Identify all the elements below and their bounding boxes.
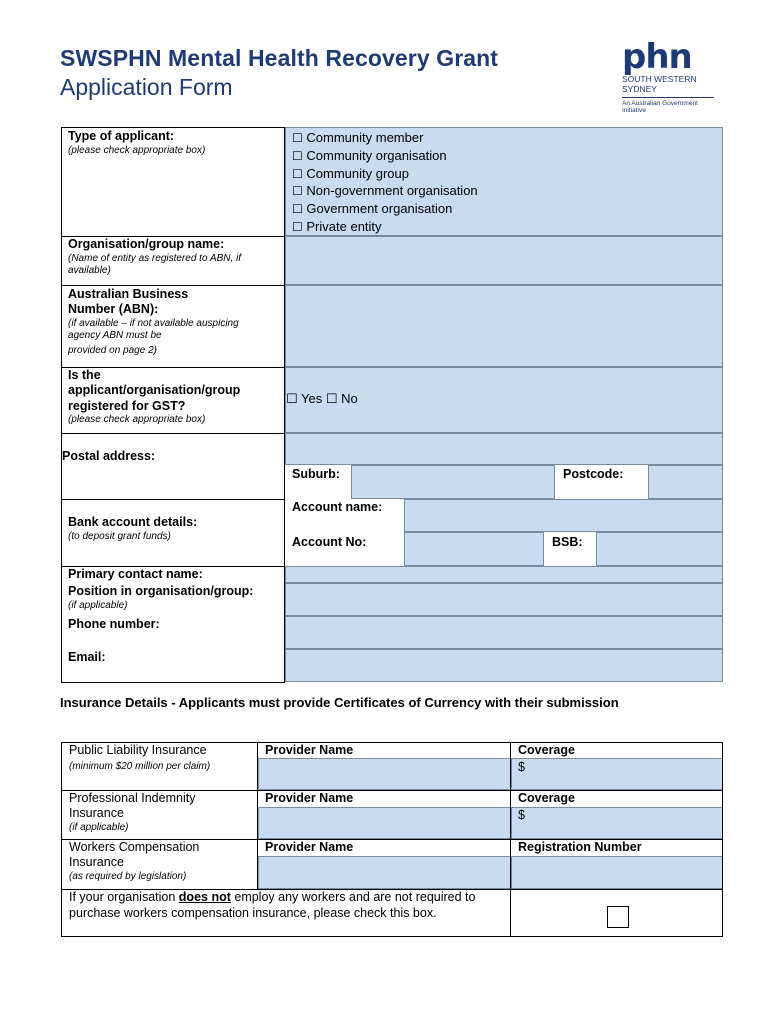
checkbox-icon[interactable]: ☐ bbox=[292, 220, 303, 234]
account-no-input[interactable] bbox=[404, 532, 544, 566]
form-title: SWSPHN Mental Health Recovery Grant bbox=[60, 45, 499, 71]
logo-region-line2: SYDNEY bbox=[622, 84, 657, 94]
account-name-label: Account name: bbox=[292, 500, 383, 514]
table-left-border bbox=[61, 127, 62, 499]
option-label: Private entity bbox=[306, 219, 382, 234]
gst-label-line3: registered for GST? bbox=[68, 399, 186, 413]
applicant-type-hint: (please check appropriate box) bbox=[68, 145, 206, 156]
ins-col-divider bbox=[257, 742, 258, 889]
table-top-border bbox=[61, 127, 285, 128]
table-left-border-lower bbox=[61, 499, 62, 682]
bank-details-label: Bank account details: bbox=[68, 515, 198, 529]
postcode-label: Postcode: bbox=[563, 467, 624, 481]
suburb-label: Suburb: bbox=[292, 467, 340, 481]
checkbox-icon[interactable]: ☐ bbox=[292, 131, 303, 145]
pl-label: Public Liability Insurance bbox=[69, 743, 207, 757]
pl-hint: (minimum $20 million per claim) bbox=[69, 761, 211, 772]
abn-hint-line2: agency ABN must be bbox=[68, 330, 162, 341]
applicant-type-option[interactable] bbox=[292, 200, 452, 219]
row-divider bbox=[61, 285, 285, 286]
bsb-label: BSB: bbox=[552, 535, 583, 549]
applicant-type-option[interactable] bbox=[292, 218, 382, 237]
pl-currency: $ bbox=[518, 760, 525, 774]
wc-provider-label: Provider Name bbox=[265, 840, 354, 854]
position-label: Position in organisation/group: bbox=[68, 584, 254, 598]
ins-col-divider bbox=[510, 742, 511, 936]
wc-registration-label: Registration Number bbox=[518, 840, 642, 854]
wc-label-line1: Workers Compensation bbox=[69, 840, 200, 854]
gst-label-line1: Is the bbox=[68, 368, 101, 382]
table-column-divider bbox=[284, 127, 285, 682]
row-divider bbox=[61, 433, 285, 434]
logo-tagline: An Australian Government Initiative bbox=[622, 100, 698, 114]
pi-coverage-label: Coverage bbox=[518, 791, 575, 805]
ins-left-border bbox=[61, 742, 62, 936]
suburb-input[interactable] bbox=[351, 465, 555, 499]
abn-label-line2: Number (ABN): bbox=[68, 302, 159, 316]
row-divider bbox=[61, 682, 285, 683]
option-label: Community member bbox=[306, 130, 424, 145]
option-label: Non-government organisation bbox=[306, 183, 478, 198]
gst-hint: (please check appropriate box) bbox=[68, 414, 206, 425]
abn-label-line1: Australian Business bbox=[68, 287, 189, 301]
pl-provider-label: Provider Name bbox=[265, 743, 354, 757]
logo-brand: phn bbox=[622, 37, 692, 77]
applicant-type-label: Type of applicant: bbox=[68, 129, 175, 143]
option-label: Community organisation bbox=[306, 148, 447, 163]
postal-address-label: Postal address: bbox=[62, 449, 156, 463]
primary-contact-input[interactable] bbox=[285, 566, 723, 583]
abn-hint-line3: provided on page 2) bbox=[68, 345, 157, 356]
phn-logo bbox=[622, 37, 722, 114]
checkbox-icon[interactable]: ☐ bbox=[292, 202, 303, 216]
wc-hint: (as required by legislation) bbox=[69, 871, 187, 882]
option-label: Government organisation bbox=[306, 201, 453, 216]
pl-coverage-input[interactable] bbox=[511, 758, 723, 790]
phone-label: Phone number: bbox=[68, 617, 160, 631]
applicant-type-option[interactable] bbox=[292, 165, 409, 184]
pi-label-line1: Professional Indemnity bbox=[69, 791, 196, 805]
ins-table-bottom bbox=[61, 936, 723, 937]
checkbox-icon[interactable]: ☐ bbox=[292, 184, 303, 198]
pi-hint: (if applicable) bbox=[69, 822, 129, 833]
applicant-type-option[interactable] bbox=[292, 129, 423, 148]
pi-provider-input[interactable] bbox=[258, 807, 511, 839]
checkbox-icon[interactable]: ☐ bbox=[292, 149, 303, 163]
wc-provider-input[interactable] bbox=[258, 856, 511, 889]
org-name-label: Organisation/group name: bbox=[68, 237, 225, 251]
email-label: Email: bbox=[68, 650, 106, 664]
abn-hint-line1: (if available – if not available auspicing bbox=[68, 318, 239, 329]
wc-label-line2: Insurance bbox=[69, 855, 124, 869]
position-hint: (if applicable) bbox=[68, 600, 128, 611]
logo-divider bbox=[622, 97, 714, 98]
wc-registration-input[interactable] bbox=[511, 856, 723, 889]
no-workers-emphasis: does not bbox=[178, 890, 231, 904]
org-name-input[interactable] bbox=[285, 236, 723, 285]
form-subtitle: Application Form bbox=[60, 74, 233, 100]
gst-yes-no-options[interactable]: ☐ Yes ☐ No bbox=[286, 391, 358, 406]
bsb-input[interactable] bbox=[596, 532, 723, 566]
account-no-label: Account No: bbox=[292, 535, 367, 549]
row-divider bbox=[61, 499, 285, 500]
email-input[interactable] bbox=[285, 649, 723, 682]
pl-coverage-label: Coverage bbox=[518, 743, 575, 757]
account-name-input[interactable] bbox=[404, 499, 723, 532]
position-input[interactable] bbox=[285, 583, 723, 616]
pi-label-line2: Insurance bbox=[69, 806, 124, 820]
pi-coverage-input[interactable] bbox=[511, 807, 723, 839]
postcode-input[interactable] bbox=[648, 465, 723, 499]
ins-right-border bbox=[722, 742, 723, 936]
pl-provider-input[interactable] bbox=[258, 758, 511, 790]
no-workers-text-post: employ any workers and are not required to purchase workers compensation insurance, please check this box. bbox=[69, 890, 476, 920]
logo-region-line1: SOUTH WESTERN bbox=[622, 74, 697, 84]
org-name-hint: (Name of entity as registered to ABN, if available) bbox=[68, 253, 242, 276]
phone-input[interactable] bbox=[285, 616, 723, 649]
pi-provider-label: Provider Name bbox=[265, 791, 354, 805]
no-workers-checkbox[interactable] bbox=[607, 906, 629, 928]
no-workers-text-pre: If your organisation bbox=[69, 890, 179, 904]
no-workers-statement bbox=[69, 890, 509, 921]
postal-address-input[interactable] bbox=[285, 433, 723, 465]
applicant-type-option[interactable] bbox=[292, 147, 447, 166]
pi-currency: $ bbox=[518, 808, 525, 822]
applicant-type-option[interactable] bbox=[292, 182, 478, 201]
primary-contact-label: Primary contact name: bbox=[68, 567, 203, 581]
bank-details-hint: (to deposit grant funds) bbox=[68, 531, 171, 542]
gst-label-line2: applicant/organisation/group bbox=[68, 383, 241, 397]
checkbox-icon[interactable]: ☐ bbox=[292, 167, 303, 181]
option-label: Community group bbox=[306, 166, 409, 181]
insurance-section-title: Insurance Details - Applicants must provide Certificates of Currency with their submission bbox=[60, 695, 619, 710]
abn-input[interactable] bbox=[285, 285, 723, 367]
